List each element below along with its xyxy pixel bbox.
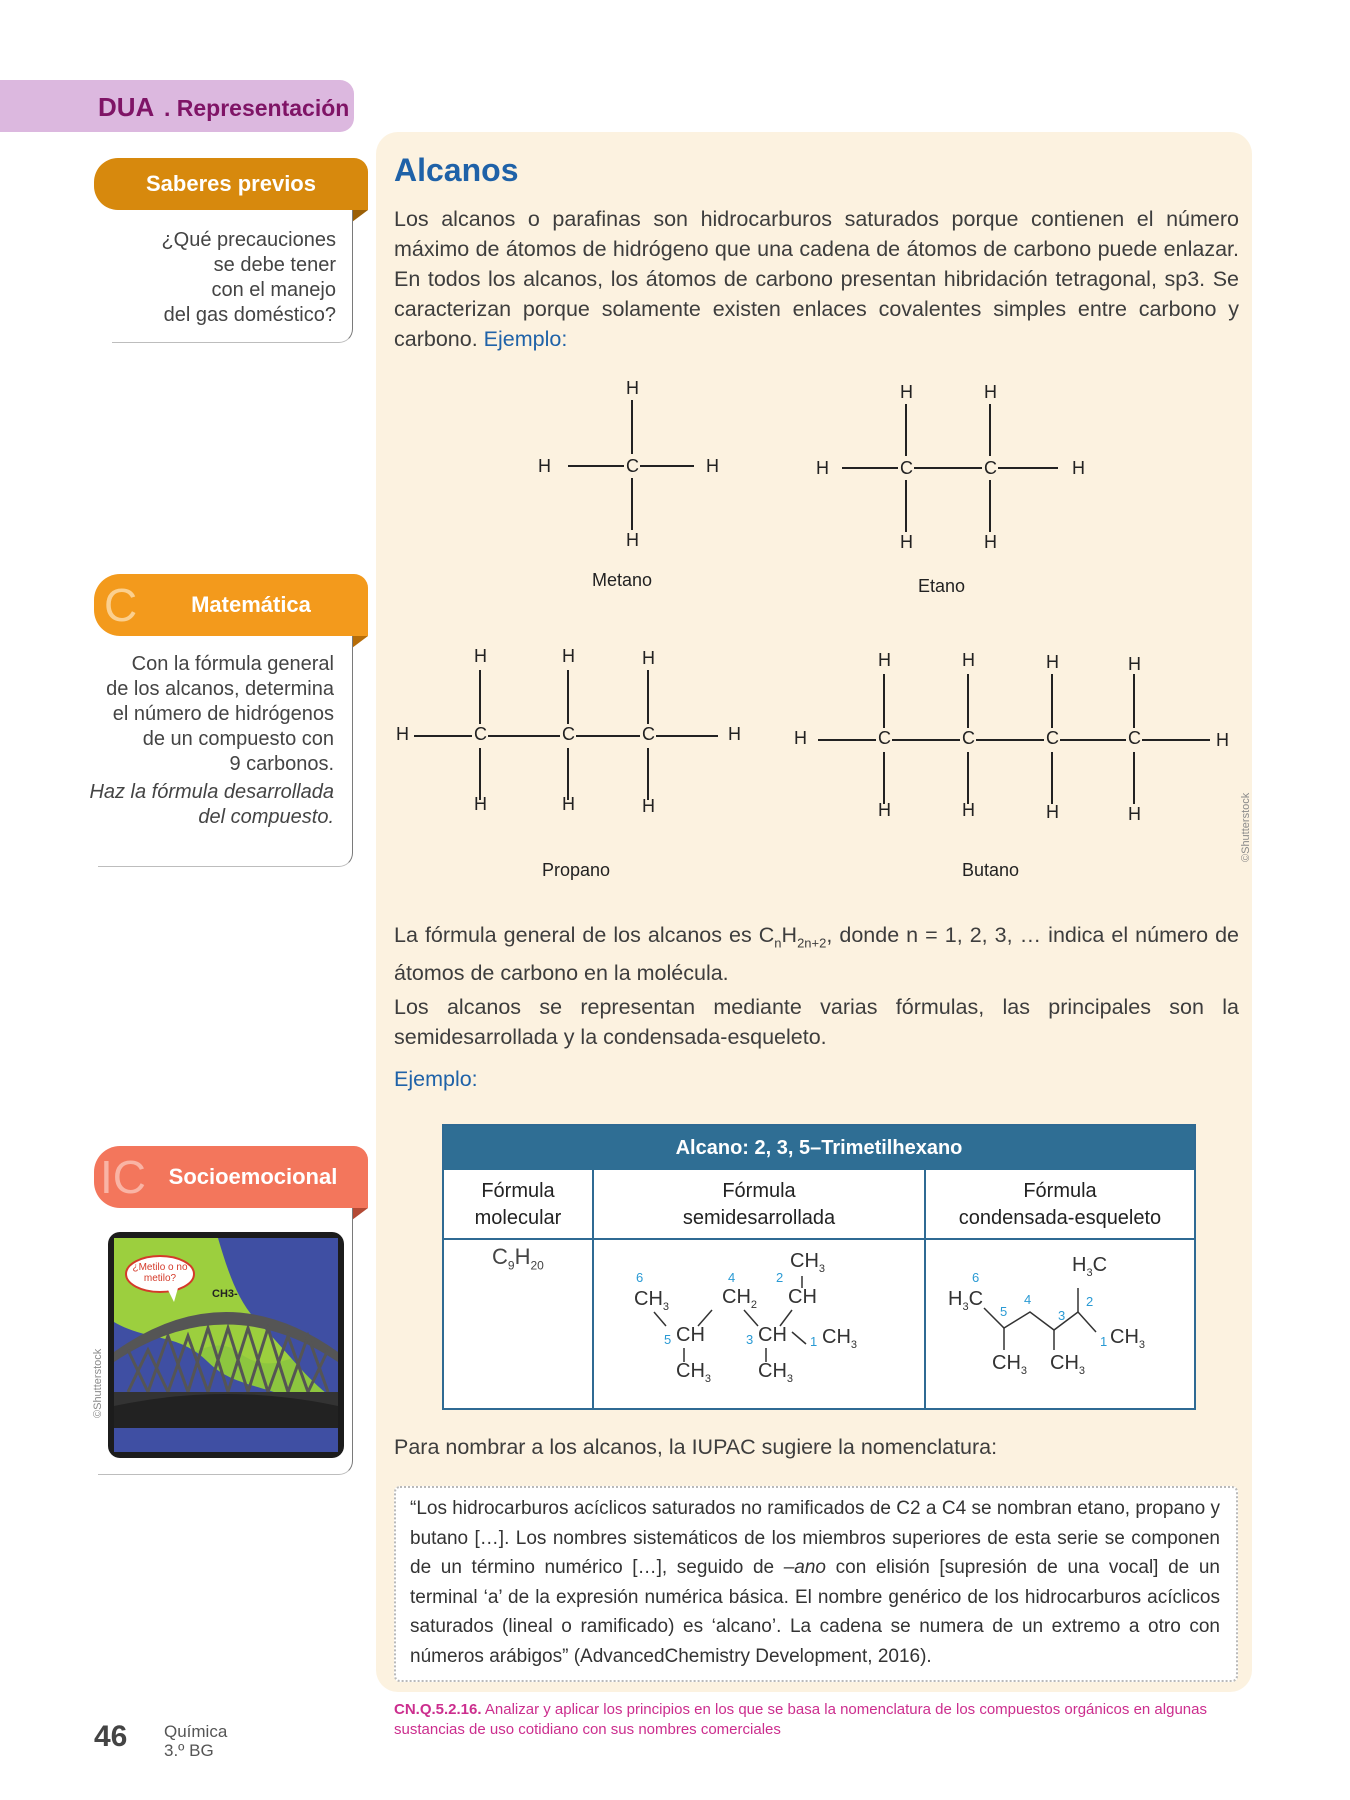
semi-sub: 2 <box>750 1299 758 1311</box>
formula-h: H <box>781 923 798 947</box>
carbon-number: 5 <box>1000 1304 1008 1319</box>
semi-ch3 <box>758 1360 793 1385</box>
atom-h: H <box>626 378 639 398</box>
mf-sub: 20 <box>530 1258 544 1273</box>
matematica-tab <box>94 574 368 636</box>
semi-ch3 <box>676 1360 711 1385</box>
skeleton-ch3 <box>992 1352 1027 1377</box>
bubble-text: ¿Metilo o no metilo? <box>132 1262 188 1284</box>
semi-ch3 <box>822 1326 857 1351</box>
bridge-sign-text: CH3- <box>212 1288 238 1300</box>
example-label-2: Ejemplo: <box>394 1067 478 1091</box>
page-title: Alcanos <box>394 152 519 188</box>
intro-text: Los alcanos o parafinas son hidrocarburos saturados porque contienen el número máximo de átomos de hidrógeno que una cadena de átomos de carbono puede enlazar. En todos los alcanos, los átomos de carbono presentan hibridación tetragonal, sp3. Se caracterizan porque solamente existen enlaces covalentes simples entre carbono y carbono. <box>394 207 1239 351</box>
saberes-line: del gas doméstico? <box>163 304 336 326</box>
butano-label: Butano <box>962 860 1020 880</box>
matematica-text <box>84 652 334 830</box>
carbon-number: 1 <box>810 1334 818 1349</box>
atom-c: C <box>642 724 655 744</box>
table-header-semidesarrollada <box>594 1172 924 1238</box>
formula-text: La fórmula general de los alcanos es C <box>394 923 775 947</box>
atom-h: H <box>562 794 575 814</box>
header-line: Fórmula <box>481 1180 555 1202</box>
carbon-number: 5 <box>664 1332 672 1347</box>
table-header-molecular <box>444 1172 592 1238</box>
semi-ch: CH <box>788 1286 817 1308</box>
curriculum-standard <box>394 1700 1244 1740</box>
semi-sub: 3 <box>850 1339 858 1351</box>
page-number: 46 <box>94 1720 128 1753</box>
atom-c: C <box>900 458 913 478</box>
formula-sub: 2n+2 <box>797 935 827 951</box>
sk-ch: CH <box>1110 1326 1139 1348</box>
grade-name: 3.º BG <box>164 1741 214 1760</box>
atom-h: H <box>626 530 639 550</box>
atom-c: C <box>474 724 487 744</box>
molecular-formula <box>492 1244 544 1272</box>
atom-h: H <box>728 724 741 744</box>
header-line: semidesarrollada <box>682 1207 836 1229</box>
carbon-number: 1 <box>1100 1334 1108 1349</box>
semi-ch: CH <box>758 1324 787 1346</box>
semi-ch3 <box>634 1288 669 1313</box>
matematica-italic-line: Haz la fórmula desarrollada <box>89 781 334 803</box>
matematica-box <box>89 636 353 867</box>
atom-c: C <box>1046 728 1059 748</box>
carbon-number: 6 <box>636 1270 644 1285</box>
skeleton-h3c <box>948 1288 983 1313</box>
saberes-line: se debe tener <box>213 254 336 276</box>
matematica-line: de los alcanos, determina <box>106 678 334 700</box>
dua-banner <box>0 80 354 132</box>
tab-fold <box>352 636 368 648</box>
sk-sub: 3 <box>1138 1339 1146 1351</box>
representation-paragraph: Los alcanos se representan mediante varias fórmulas, las principales son la semidesarrollada y la condensada-esqueleto. <box>394 995 1239 1049</box>
matematica-logo-icon: C <box>104 579 138 631</box>
mf-sub: 9 <box>507 1258 515 1273</box>
iupac-quote-box <box>394 1486 1238 1682</box>
carbon-number: 4 <box>728 1270 736 1285</box>
atom-h: H <box>984 382 997 402</box>
sk-h: H <box>948 1288 963 1310</box>
saberes-previos-tab: Saberes previos <box>94 158 368 210</box>
atom-c: C <box>562 724 575 744</box>
carbon-number: 4 <box>1024 1292 1032 1307</box>
matematica-title: Matemática <box>191 592 311 617</box>
carbon-number: 6 <box>972 1270 980 1285</box>
atom-h: H <box>900 382 913 402</box>
table-title: Alcano: 2, 3, 5–Trimetilhexano <box>444 1126 1194 1170</box>
semi-group: CH <box>722 1286 751 1308</box>
semi-sub: 3 <box>818 1263 826 1275</box>
skeleton-structure <box>926 1240 1194 1406</box>
semi-sub: 3 <box>662 1301 670 1313</box>
sk-ch: CH <box>1050 1352 1079 1374</box>
formula-paragraph <box>394 920 1239 988</box>
atom-h: H <box>562 646 575 666</box>
semi-group: CH <box>676 1360 705 1382</box>
iupac-intro: Para nombrar a los alcanos, la IUPAC sugiere la nomenclatura: <box>394 1435 998 1459</box>
atom-h: H <box>1216 730 1229 750</box>
carbon-number: 3 <box>746 1332 754 1347</box>
formula-text: , donde n = 1, 2, 3, … indica el número de átomos de carbono en la molécula. <box>394 923 1239 986</box>
socioemocional-title: Socioemocional <box>168 1164 338 1189</box>
atom-c: C <box>626 456 639 476</box>
semi-ch3 <box>790 1250 825 1275</box>
atom-h: H <box>1046 652 1059 672</box>
header-line: condensada-esqueleto <box>958 1207 1162 1229</box>
semi-sub: 3 <box>786 1373 794 1385</box>
atom-h: H <box>1128 654 1141 674</box>
sk-sub: 3 <box>1020 1365 1028 1377</box>
atom-h: H <box>962 650 975 670</box>
semi-group: CH <box>634 1288 663 1310</box>
mf-c: C <box>492 1244 508 1269</box>
atom-h: H <box>984 532 997 552</box>
atom-h: H <box>878 650 891 670</box>
matematica-line: el número de hidrógenos <box>112 703 334 725</box>
tab-fold <box>352 210 368 222</box>
trimetilhexano-table <box>442 1124 1196 1410</box>
carbon-number: 2 <box>1086 1294 1094 1309</box>
dua-prefix: DUA <box>98 92 155 122</box>
atom-c: C <box>962 728 975 748</box>
dua-label: . Representación <box>164 95 350 121</box>
atom-h: H <box>962 800 975 820</box>
sk-ch: CH <box>992 1352 1021 1374</box>
saberes-line: con el manejo <box>211 279 336 301</box>
image-credit: ©Shutterstock <box>1240 792 1252 862</box>
header-line: Fórmula <box>1023 1180 1097 1202</box>
atom-h: H <box>474 646 487 666</box>
quote-part: con elisión [supresión de una vocal] de un terminal ‘a’ de la expresión numérica básica. El nombre genérico de los hidrocarburos acíclicos saturados (lineal o ramificado) es ‘alcano’. La cadena se numera de un extremo a otro con números arábigos” (AdvancedChemistry Development, 2016). <box>410 1557 1220 1667</box>
skeleton-bonds <box>926 1240 1194 1406</box>
matematica-italic-line: del compuesto. <box>198 806 334 828</box>
matematica-line: de un compuesto con <box>142 728 334 750</box>
quote-italic: –ano <box>783 1557 827 1578</box>
standard-text: Analizar y aplicar los principios en los que se basa la nomenclatura de los compuestos orgánicos en algunas sustancias de uso cotidiano con sus nombres comerciales <box>394 1701 1207 1738</box>
atom-c: C <box>878 728 891 748</box>
illustration-credit: ©Shutterstock <box>92 1348 104 1418</box>
tab-fold <box>352 1208 368 1220</box>
atom-h: H <box>900 532 913 552</box>
atom-h: H <box>538 456 551 476</box>
atom-c: C <box>1128 728 1141 748</box>
atom-h: H <box>1072 458 1085 478</box>
sk-sub: 3 <box>962 1301 969 1313</box>
atom-h: H <box>878 800 891 820</box>
atom-h: H <box>1128 804 1141 824</box>
socioemocional-logo-icon: IC <box>100 1151 146 1203</box>
header-line: molecular <box>474 1207 562 1229</box>
quote-part: “Los hidrocarburos acíclicos saturados no ramificados de C2 a C4 se nombran etano, propano y butano […]. Los nombres sistemáticos de los miembros superiores de esta serie se componen de un término numérico […], seguido de <box>410 1498 1220 1578</box>
bridge-illustration <box>108 1232 344 1458</box>
semi-structure <box>594 1240 924 1406</box>
matematica-line: Con la fórmula general <box>131 653 334 675</box>
skeleton-h3c <box>1072 1254 1107 1279</box>
matematica-line: 9 carbonos. <box>229 753 334 775</box>
sk-c: C <box>968 1288 984 1310</box>
semi-group: CH <box>790 1250 819 1272</box>
skeleton-ch3 <box>1050 1352 1085 1377</box>
atom-h: H <box>396 724 409 744</box>
atom-c: C <box>984 458 997 478</box>
sk-sub: 3 <box>1086 1267 1093 1279</box>
formula-sub: n <box>774 935 782 951</box>
semi-group: CH <box>758 1360 787 1382</box>
iupac-quote <box>410 1494 1220 1671</box>
socioemocional-tab <box>94 1146 368 1208</box>
semi-sub: 3 <box>704 1373 712 1385</box>
header-line: Fórmula <box>722 1180 796 1202</box>
metano-label: Metano <box>592 570 653 590</box>
etano-label: Etano <box>918 576 966 596</box>
saberes-previos-box <box>112 210 353 343</box>
standard-code: CN.Q.5.2.16. <box>394 1701 482 1718</box>
subject-name: Química <box>164 1722 228 1741</box>
alkane-structures <box>376 370 1252 890</box>
semi-ch: CH <box>676 1324 705 1346</box>
atom-h: H <box>1046 802 1059 822</box>
saberes-line: ¿Qué precauciones <box>161 229 336 251</box>
table-header-condensada <box>926 1172 1194 1238</box>
skeleton-ch3 <box>1110 1326 1145 1351</box>
subject-label <box>164 1722 227 1760</box>
propano-label: Propano <box>542 860 611 880</box>
atom-h: H <box>794 728 807 748</box>
mf-h: H <box>514 1244 531 1269</box>
sk-sub: 3 <box>1078 1365 1086 1377</box>
example-label: Ejemplo: <box>483 327 568 351</box>
sk-h: H <box>1072 1254 1087 1276</box>
saberes-question <box>96 228 336 328</box>
intro-paragraph <box>394 204 1239 354</box>
atom-h: H <box>706 456 719 476</box>
carbon-number: 2 <box>776 1270 784 1285</box>
atom-h: H <box>642 648 655 668</box>
sk-c: C <box>1092 1254 1108 1276</box>
atom-h: H <box>816 458 829 478</box>
carbon-number: 3 <box>1058 1308 1066 1323</box>
atom-h: H <box>474 794 487 814</box>
semi-group: CH <box>822 1326 851 1348</box>
atom-h: H <box>642 796 655 816</box>
semi-ch2 <box>722 1286 757 1311</box>
